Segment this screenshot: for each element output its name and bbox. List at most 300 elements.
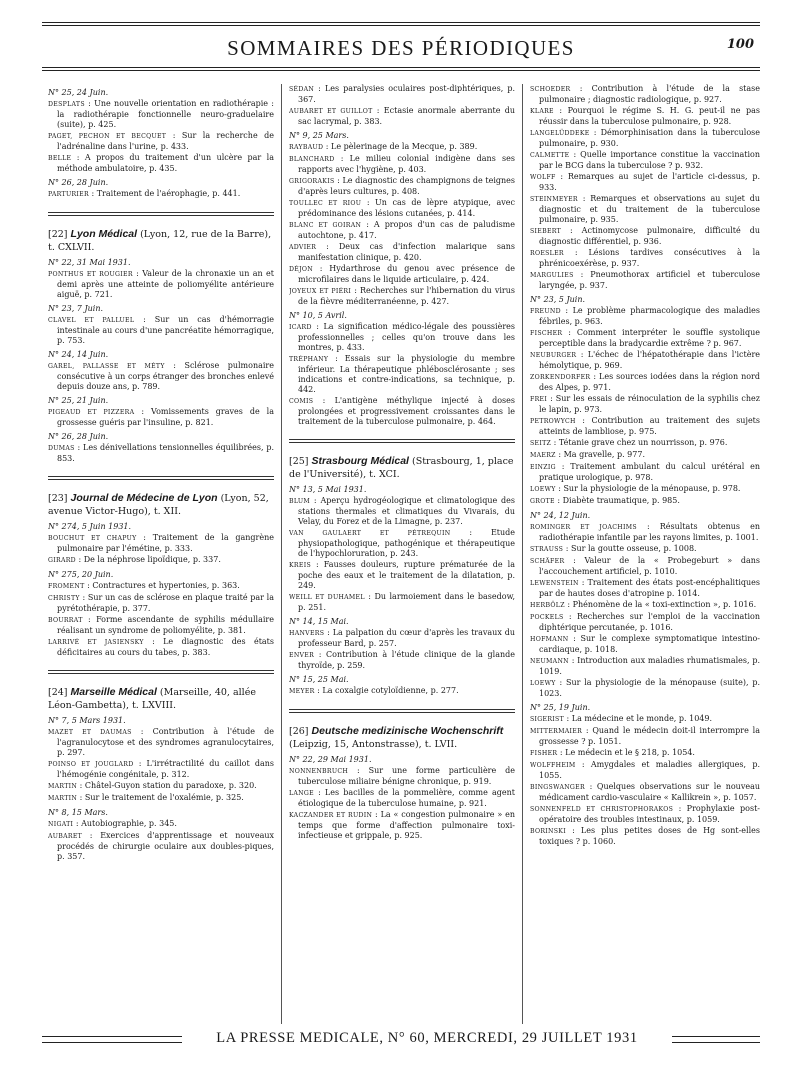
footer-rule-right xyxy=(672,1036,760,1043)
article-title: : Remarques au sujet de l'article ci-dessus, p. 933. xyxy=(539,172,760,192)
header-rule-bottom-inner xyxy=(42,70,760,71)
article-authors: STEINMEYER xyxy=(530,196,578,203)
section-separator xyxy=(48,212,274,216)
article-entry xyxy=(48,819,274,830)
article-authors: PETROWYCH xyxy=(530,418,576,425)
article-title: : Le médecin et le § 218, p. 1054. xyxy=(557,748,695,757)
article-authors: TOULLEC ET RIOU xyxy=(289,200,362,207)
article-title: : Les bacilles de la pommelière, comme agent étiologique de la tuberculose humaine, p. 921. xyxy=(298,788,515,808)
article-authors: FROMENT xyxy=(48,583,85,590)
article-title: : La « congestion pulmonaire » en temps que forme d'affection pulmonaire toxi-infectieuse et grippale, p. 925. xyxy=(298,810,515,840)
columns-area xyxy=(48,84,760,1026)
journal-title xyxy=(289,455,515,481)
article-title: : Contribution au traitement des sujets atteints de lambliose, p. 975. xyxy=(539,416,760,436)
article-entry xyxy=(48,153,274,174)
article-entry xyxy=(289,286,515,307)
article-authors: MEYER xyxy=(289,688,315,695)
article-authors: BELLE xyxy=(48,155,72,162)
article-authors: WOLFFHEIM xyxy=(530,762,576,769)
article-title: : Vomissements graves de la grossesse guéris par l'insuline, p. 821. xyxy=(57,407,274,427)
header-rule-bottom xyxy=(42,67,760,68)
column-3 xyxy=(530,84,760,848)
article-authors: GAREL, PALLASSE ET MÉTY xyxy=(48,363,165,370)
article-authors: WEILL ET DUHAMEL xyxy=(289,594,365,601)
article-authors: ENVER xyxy=(289,652,315,659)
page-footer xyxy=(42,1030,760,1056)
article-authors: MAZET ET DAUMAS xyxy=(48,729,132,736)
issue-heading: N° 14, 15 Mai. xyxy=(289,617,349,626)
section-separator xyxy=(48,476,274,480)
issue-heading: N° 23, 5 Juin. xyxy=(530,295,586,304)
issue-heading: N° 7, 5 Mars 1931. xyxy=(48,716,126,725)
article-authors: LANGE xyxy=(289,790,314,797)
journal-number: [26] xyxy=(289,726,312,737)
article-entry xyxy=(48,581,274,592)
article-entry xyxy=(530,678,760,699)
article-authors: BOUCHUT ET CHAPUY xyxy=(48,535,137,542)
journal-address: (Strasbourg, 1, place de l'Université), t. XCI. xyxy=(289,456,514,480)
article-authors: FREUND xyxy=(530,308,561,315)
article-title: : Résultats obtenus en radiothérapie infantile par les rayons limites, p. 1001. xyxy=(539,522,760,542)
article-authors: BLANC ET GOIRAN xyxy=(289,222,362,229)
article-authors: SEITZ xyxy=(530,440,552,447)
article-authors: AUBARET xyxy=(48,833,83,840)
article-title: : Un cas de lèpre atypique, avec prédominance des lésions cutanées, p. 414. xyxy=(298,198,515,218)
article-title: : La signification médico-légale des poussières professionnelles ; celles qu'on trouve dans les montres, p. 433. xyxy=(298,322,515,352)
journal-address: (Leipzig, 15, Antonstrasse), t. LVII. xyxy=(289,738,458,750)
article-entry xyxy=(48,99,274,130)
article-title: : Contribution à l'étude de la stase pulmonaire ; diagnostic radiologique, p. 927. xyxy=(539,84,760,104)
journal-name: Deutsche medizinische Wochenschrift xyxy=(311,725,504,737)
article-title: : Deux cas d'infection malarique sans manifestation clinique, p. 420. xyxy=(298,242,515,262)
article-entry xyxy=(530,248,760,269)
article-authors: CALMETTE xyxy=(530,152,570,159)
article-authors: FREI xyxy=(530,396,548,403)
article-entry xyxy=(289,142,515,153)
article-title: : Prophylaxie post-opératoire des troubles intestinaux, p. 1059. xyxy=(539,804,760,824)
article-title: : La médecine et le monde, p. 1049. xyxy=(564,714,712,723)
article-authors: BORINSKI xyxy=(530,828,566,835)
article-entry xyxy=(530,556,760,577)
article-title: : Les plus petites doses de Hg sont-elles toxiques ? p. 1060. xyxy=(539,826,760,846)
page-number: 100 xyxy=(726,37,754,52)
article-entry xyxy=(289,176,515,197)
article-title: : Forme ascendante de syphilis médullaire réalisant un syndrome de poliomyélite, p. 381. xyxy=(57,615,274,635)
article-authors: PIGEAUD ET PIZZERA xyxy=(48,409,135,416)
article-entry xyxy=(530,656,760,677)
article-title: : Sur une forme particulière de tuberculose miliaire bénigne chronique, p. 919. xyxy=(298,766,515,786)
article-title: : L'antigène méthylique injecté à doses prolongées et progressivement croissantes dans le traitement de la tuberculose pulmonaire, p. 464. xyxy=(298,396,515,426)
issue-heading: N° 26, 28 Juin. xyxy=(48,432,109,441)
article-title: : Hydarthrose du genou avec présence de microfilaires dans le liquide articulaire, p. 424. xyxy=(298,264,515,284)
article-authors: PAGET, PECHON ET BECQUET xyxy=(48,133,167,140)
article-authors: WOLFF xyxy=(530,174,556,181)
article-entry xyxy=(530,150,760,171)
article-authors: BLANCHARD xyxy=(289,156,335,163)
journal-address: (Lyon, 52, avenue Victor-Hugo), t. XII. xyxy=(48,493,269,517)
article-authors: SCHÄFER xyxy=(530,558,565,565)
article-entry xyxy=(530,394,760,415)
article-authors: SÉDAN xyxy=(289,86,315,93)
article-title: : Sur un cas de sclérose en plaque traité par la pyrétothérapie, p. 377. xyxy=(57,593,274,613)
article-entry xyxy=(530,804,760,825)
journal-name: Journal de Médecine de Lyon xyxy=(70,492,218,504)
article-authors: KREIS xyxy=(289,562,311,569)
article-entry xyxy=(289,766,515,787)
article-entry xyxy=(530,226,760,247)
issue-heading: N° 22, 29 Mai 1931. xyxy=(289,755,372,764)
article-title: : Une nouvelle orientation en radiothérapie : la radiothérapie fonctionnelle neuro-graduelaire (suite), p. 425. xyxy=(57,99,274,129)
article-title: : Fausses douleurs, rupture prématurée de la poche des eaux et le traitement de la dilatation, p. 249. xyxy=(298,560,515,590)
page-header xyxy=(42,22,760,72)
article-entry xyxy=(530,522,760,543)
article-authors: COMIS xyxy=(289,398,314,405)
article-title: : Contribution à l'étude de l'agranulocytose et des syndromes agranulocytaires, p. 297. xyxy=(57,727,274,757)
article-entry xyxy=(48,533,274,554)
page-title: SOMMAIRES DES PÉRIODIQUES xyxy=(227,36,575,60)
article-entry xyxy=(289,650,515,671)
article-authors: PONTHUS ET ROUGIER xyxy=(48,271,133,278)
article-entry xyxy=(289,198,515,219)
article-title: : Sur un cas d'hémorragie intestinale au cours d'une pancréatite hémorragique, p. 753. xyxy=(57,315,274,345)
article-entry xyxy=(530,416,760,437)
article-entry xyxy=(48,831,274,862)
article-authors: FISCHER xyxy=(530,330,563,337)
article-authors: DÉJON xyxy=(289,266,313,273)
article-title: : Ectasie anormale aberrante du sac lacrymal, p. 383. xyxy=(298,106,515,126)
article-title: : Quand le médecin doit-il interrompre la grossesse ? p. 1051. xyxy=(539,726,760,746)
article-entry xyxy=(289,154,515,175)
article-title: : La coxalgie cotyloïdienne, p. 277. xyxy=(314,686,459,695)
article-title: : Le diagnostic des états déficitaires au cours du tabes, p. 383. xyxy=(57,637,274,657)
article-entry xyxy=(289,810,515,841)
article-authors: LARRIVÉ ET JASIENSKY xyxy=(48,639,144,646)
article-title: : Démorphinisation dans la tuberculose pulmonaire, p. 930. xyxy=(539,128,760,148)
section-separator xyxy=(289,439,515,443)
article-title: : Pneumothorax artificiel et tuberculose laryngée, p. 937. xyxy=(539,270,760,290)
article-entry xyxy=(530,172,760,193)
article-entry xyxy=(48,615,274,636)
article-title: : Les dénivellations tensionnelles équilibrées, p. 853. xyxy=(57,443,274,463)
article-authors: CHRISTY xyxy=(48,595,80,602)
journal-number: [24] xyxy=(48,687,71,698)
issue-heading: N° 25, 21 Juin. xyxy=(48,396,109,405)
article-entry xyxy=(530,748,760,759)
article-title: : Traitement ambulant du calcul urétéral en pratique urologique, p. 978. xyxy=(539,462,760,482)
article-entry xyxy=(530,438,760,449)
issue-heading: N° 8, 15 Mars. xyxy=(48,808,108,817)
article-authors: GROTE xyxy=(530,498,555,505)
article-title: : Le problème pharmacologique des maladies fébriles, p. 963. xyxy=(539,306,760,326)
article-title: : Essais sur la physiologie du membre inférieur. La thérapeutique phlébosclérosante ; ses indications et contre-indications, sa technique, p. 442. xyxy=(298,354,515,394)
article-authors: NEUBURGER xyxy=(530,352,577,359)
article-entry xyxy=(530,544,760,555)
issue-heading: N° 23, 7 Juin. xyxy=(48,304,104,313)
article-authors: ROMINGER ET JOACHIMS xyxy=(530,524,637,531)
article-title: : Exercices d'apprentissage et nouveaux procédés de chirurgie oculaire aux doubles-piques, p. 357. xyxy=(57,831,274,861)
article-title: : Valeur de la « Probegeburt » dans l'accouchement artificiel, p. 1010. xyxy=(539,556,760,576)
article-title: : Recherches sur l'hibernation du virus de la fièvre méditerranéenne, p. 427. xyxy=(298,286,515,306)
article-authors: SIGERIST xyxy=(530,716,565,723)
article-entry xyxy=(530,350,760,371)
article-entry xyxy=(289,322,515,353)
section-separator xyxy=(48,670,274,674)
article-title: : Diabète traumatique, p. 985. xyxy=(554,496,680,505)
article-title: : Traitement de la gangrène pulmonaire par l'émétine, p. 333. xyxy=(57,533,274,553)
article-authors: ZORKENDORFER xyxy=(530,374,591,381)
article-entry xyxy=(289,628,515,649)
article-title: : Autobiographie, p. 345. xyxy=(73,819,177,828)
article-title: : Les paralysies oculaires post-diphtériques, p. 367. xyxy=(298,84,515,104)
article-authors: ICARD xyxy=(289,324,312,331)
article-entry xyxy=(530,760,760,781)
article-title: : Phénomène de la « toxi-extinction », p. 1016. xyxy=(564,600,757,609)
article-title: : Sur la physiologie de la ménopause, p. 978. xyxy=(555,484,741,493)
article-title: : Pourquoi le régime S. H. G. peut-il ne pas réussir dans la tuberculose pulmonaire, p. 928. xyxy=(539,106,760,126)
article-title: : Contractures et hypertonies, p. 363. xyxy=(84,581,240,590)
article-authors: POCKELS xyxy=(530,614,564,621)
article-authors: KLARE xyxy=(530,108,554,115)
journal-number: [23] xyxy=(48,493,71,504)
article-authors: MITTERMAIER xyxy=(530,728,583,735)
article-authors: DESPLATS xyxy=(48,101,85,108)
article-authors: SCHOEDER xyxy=(530,86,571,93)
article-entry xyxy=(530,194,760,225)
article-authors: FISHER xyxy=(530,750,558,757)
article-title: : Introduction aux maladies rhumatismales, p. 1019. xyxy=(539,656,760,676)
article-entry xyxy=(289,264,515,285)
article-authors: LEWENSTEIN xyxy=(530,580,579,587)
article-entry xyxy=(289,788,515,809)
article-title: : A propos d'un cas de paludisme autochtone, p. 417. xyxy=(298,220,515,240)
article-authors: MAERZ xyxy=(530,452,556,459)
article-title: : Le diagnostic des champignons de teignes d'après leurs cultures, p. 408. xyxy=(298,176,515,196)
article-entry xyxy=(289,686,515,697)
article-entry xyxy=(289,106,515,127)
article-entry xyxy=(48,781,274,792)
issue-heading: N° 13, 5 Mai 1931. xyxy=(289,485,367,494)
article-entry xyxy=(48,131,274,152)
article-title: : Le milieu colonial indigène dans ses rapports avec l'hygiène, p. 403. xyxy=(298,154,515,174)
article-entry xyxy=(530,496,760,507)
article-entry xyxy=(289,242,515,263)
article-title: : De la néphrose lipoïdique, p. 337. xyxy=(75,555,221,564)
article-title: : L'échec de l'hépatothérapie dans l'ictère hémolytique, p. 969. xyxy=(539,350,760,370)
issue-heading: N° 10, 5 Avril. xyxy=(289,311,347,320)
article-authors: ADVIER xyxy=(289,244,317,251)
section-separator xyxy=(289,709,515,713)
article-title: : Traitement des états post-encéphalitiques par de hautes doses d'atropine p. 1014. xyxy=(539,578,760,598)
article-authors: BOURRAT xyxy=(48,617,83,624)
article-title: : Remarques et observations au sujet du diagnostic et du traitement de la tuberculose pulmonaire, p. 935. xyxy=(539,194,760,224)
article-title: : Lésions tardives consécutives à la phrénicoexérèse, p. 937. xyxy=(539,248,760,268)
journal-title xyxy=(48,492,274,518)
article-title: : Quelques observations sur le nouveau médicament cardio-vasculaire « Kallikrein », p. 1057. xyxy=(539,782,760,802)
article-entry xyxy=(48,593,274,614)
issue-heading: N° 24, 12 Juin. xyxy=(530,511,591,520)
article-authors: VAN GAULAERT ET PÉTREQUIN xyxy=(289,530,451,537)
article-authors: MARTIN xyxy=(48,795,78,802)
article-authors: DUMAS xyxy=(48,445,75,452)
article-entry xyxy=(530,600,760,611)
footer-text: LA PRESSE MEDICALE, N° 60, MERCREDI, 29 JUILLET 1931 xyxy=(216,1030,638,1046)
article-entry xyxy=(530,462,760,483)
article-authors: BLUM xyxy=(289,498,311,505)
article-entry xyxy=(530,328,760,349)
article-authors: BINGSWANGER xyxy=(530,784,585,791)
issue-heading: N° 9, 25 Mars. xyxy=(289,131,349,140)
article-entry xyxy=(289,528,515,559)
article-entry xyxy=(530,372,760,393)
article-authors: HANVERS xyxy=(289,630,325,637)
article-entry xyxy=(530,484,760,495)
article-entry xyxy=(48,759,274,780)
article-entry xyxy=(530,306,760,327)
article-title: : Contribution à l'étude clinique de la glande thyroïde, p. 259. xyxy=(298,650,515,670)
article-title: : Quelle importance constitue la vaccination par le BCG dans la tuberculose ? p. 932. xyxy=(539,150,760,170)
article-entry xyxy=(289,560,515,591)
article-authors: MARTIN xyxy=(48,783,78,790)
article-entry xyxy=(530,106,760,127)
header-rule-top-inner xyxy=(42,25,760,26)
article-title: : Actinomycose pulmonaire, difficulté du diagnostic différentiel, p. 936. xyxy=(539,226,760,246)
article-entry xyxy=(48,269,274,300)
article-authors: LOEWY xyxy=(530,486,556,493)
issue-heading: N° 26, 28 Juin. xyxy=(48,178,109,187)
article-entry xyxy=(48,443,274,464)
article-entry xyxy=(530,612,760,633)
article-entry xyxy=(48,315,274,346)
article-authors: RAYBAUD xyxy=(289,144,324,151)
article-title: : Sclérose pulmonaire consécutive à un corps étranger des bronches enlevé depuis douze ans, p. 789. xyxy=(57,361,274,391)
article-authors: EINZIG xyxy=(530,464,556,471)
article-entry xyxy=(48,407,274,428)
article-entry xyxy=(48,727,274,758)
article-entry xyxy=(289,354,515,395)
article-title: : L'irrétractilité du caillot dans l'hémogénie congénitale, p. 312. xyxy=(57,759,274,779)
article-entry xyxy=(289,84,515,105)
journal-number: [25] xyxy=(289,456,312,467)
article-authors: GRIGORAKIS xyxy=(289,178,335,185)
article-authors: LANGELÜDDEKE xyxy=(530,130,590,137)
article-entry xyxy=(530,578,760,599)
article-entry xyxy=(530,634,760,655)
journal-name: Lyon Médical xyxy=(70,228,138,240)
article-authors: SIEBERT xyxy=(530,228,562,235)
article-entry xyxy=(530,450,760,461)
article-title: : Sur la physiologie de la ménopause (suite), p. 1023. xyxy=(539,678,760,698)
article-entry xyxy=(289,396,515,427)
article-entry xyxy=(289,592,515,613)
article-title: : Aperçu hydrogéologique et climatologique des stations thermales et climatiques du Vivarais, du Velay, du Forez et de la Limagne, p. 237. xyxy=(298,496,515,526)
column-1 xyxy=(48,84,274,863)
article-authors: GIRARD xyxy=(48,557,76,564)
article-entry xyxy=(530,826,760,847)
article-title: : Traitement de l'aérophagie, p. 441. xyxy=(88,189,241,198)
article-entry xyxy=(530,782,760,803)
journal-title xyxy=(48,228,274,254)
issue-heading: N° 25, 19 Juin. xyxy=(530,703,591,712)
article-authors: MARGULIES xyxy=(530,272,574,279)
journal-address: (Marseille, 40, allée Léon-Gambetta), t. LXVIII. xyxy=(48,687,256,711)
article-title: : Du larmoiement dans le basedow, p. 251. xyxy=(298,592,515,612)
article-entry xyxy=(48,637,274,658)
article-entry xyxy=(530,714,760,725)
journal-number: [22] xyxy=(48,229,71,240)
article-entry xyxy=(289,220,515,241)
article-authors: HOFMANN xyxy=(530,636,569,643)
article-authors: POINSO ET JOUGLARD xyxy=(48,761,134,768)
article-entry xyxy=(48,555,274,566)
article-title: : Châtel-Guyon station du paradoxe, p. 320. xyxy=(77,781,257,790)
article-authors: LOEWY xyxy=(530,680,556,687)
article-authors: NIGATI xyxy=(48,821,74,828)
article-entry xyxy=(530,128,760,149)
article-title: : Sur le traitement de l'oxalémie, p. 325. xyxy=(77,793,244,802)
article-entry xyxy=(530,270,760,291)
article-title: : Sur le complexe symptomatique intestino-cardiaque, p. 1018. xyxy=(539,634,760,654)
article-authors: KACZANDER ET RUDIN xyxy=(289,812,373,819)
article-title: : Sur la recherche de l'adrénaline dans l'urine, p. 433. xyxy=(57,131,274,151)
article-authors: HERBÖLZ xyxy=(530,602,565,609)
issue-heading: N° 274, 5 Juin 1931. xyxy=(48,522,132,531)
article-authors: NONNENBRUCH xyxy=(289,768,349,775)
article-title: : Recherches sur l'emploi de la vaccination diphtérique percutanée, p. 1016. xyxy=(539,612,760,632)
article-title: : Amygdales et maladies allergiques, p. 1055. xyxy=(539,760,760,780)
article-authors: PARTURIER xyxy=(48,191,89,198)
journal-name: Strasbourg Médical xyxy=(311,455,409,467)
article-entry xyxy=(48,361,274,392)
article-authors: ROESLER xyxy=(530,250,564,257)
article-entry xyxy=(48,189,274,200)
issue-heading: N° 15, 25 Mai. xyxy=(289,675,349,684)
article-title: : Sur la goutte osseuse, p. 1008. xyxy=(563,544,697,553)
article-title: : Ma gravelle, p. 977. xyxy=(555,450,645,459)
article-title: : Tétanie grave chez un nourrisson, p. 976. xyxy=(551,438,728,447)
article-authors: SONNENFELD ET CHRISTOPHORAKOS xyxy=(530,806,674,813)
article-authors: STRAUSS xyxy=(530,546,564,553)
article-title: : Comment interpréter le souffle systolique perceptible dans la bradycardie extrême ? p. 967. xyxy=(539,328,760,348)
issue-heading: N° 22, 31 Mai 1931. xyxy=(48,258,131,267)
article-authors: TRÉPHANY xyxy=(289,356,329,363)
article-entry xyxy=(289,496,515,527)
header-rule-top xyxy=(42,22,760,23)
journal-title xyxy=(289,725,515,751)
article-authors: AUBARET ET GUILLOT xyxy=(289,108,373,115)
article-authors: JOYEUX ET PIÉRI xyxy=(289,288,352,295)
article-title: : Valeur de la chronaxie un an et demi après une atteinte de poliomyélite antérieure aiguë, p. 721. xyxy=(57,269,274,299)
issue-heading: N° 275, 20 Juin. xyxy=(48,570,114,579)
article-entry xyxy=(48,793,274,804)
article-title: : A propos du traitement d'un ulcère par la méthode ambulatoire, p. 435. xyxy=(57,153,274,173)
column-2 xyxy=(289,84,515,842)
article-title: : Le pèlerinage de la Mecque, p. 389. xyxy=(323,142,478,151)
article-title: : Les sources iodées dans la région nord des Alpes, p. 971. xyxy=(539,372,760,392)
issue-heading: N° 24, 14 Juin. xyxy=(48,350,109,359)
article-title: : Etude physiopathologique, pathogénique et thérapeutique de l'hypochloruration, p. 243. xyxy=(298,528,515,558)
journal-title xyxy=(48,686,274,712)
issue-heading: N° 25, 24 Juin. xyxy=(48,88,109,97)
article-title: : La palpation du cœur d'après les travaux du professeur Bard, p. 257. xyxy=(298,628,515,648)
article-title: : Sur les essais de réinoculation de la syphilis chez le lapin, p. 973. xyxy=(539,394,760,414)
article-authors: NEUMANN xyxy=(530,658,569,665)
article-entry xyxy=(530,84,760,105)
journal-name: Marseille Médical xyxy=(70,686,157,698)
article-authors: CLAVEL ET PALLUEL xyxy=(48,317,135,324)
article-entry xyxy=(530,726,760,747)
journal-address: (Lyon, 12, rue de la Barre), t. CXLVII. xyxy=(48,229,272,253)
footer-rule-left xyxy=(42,1036,182,1043)
